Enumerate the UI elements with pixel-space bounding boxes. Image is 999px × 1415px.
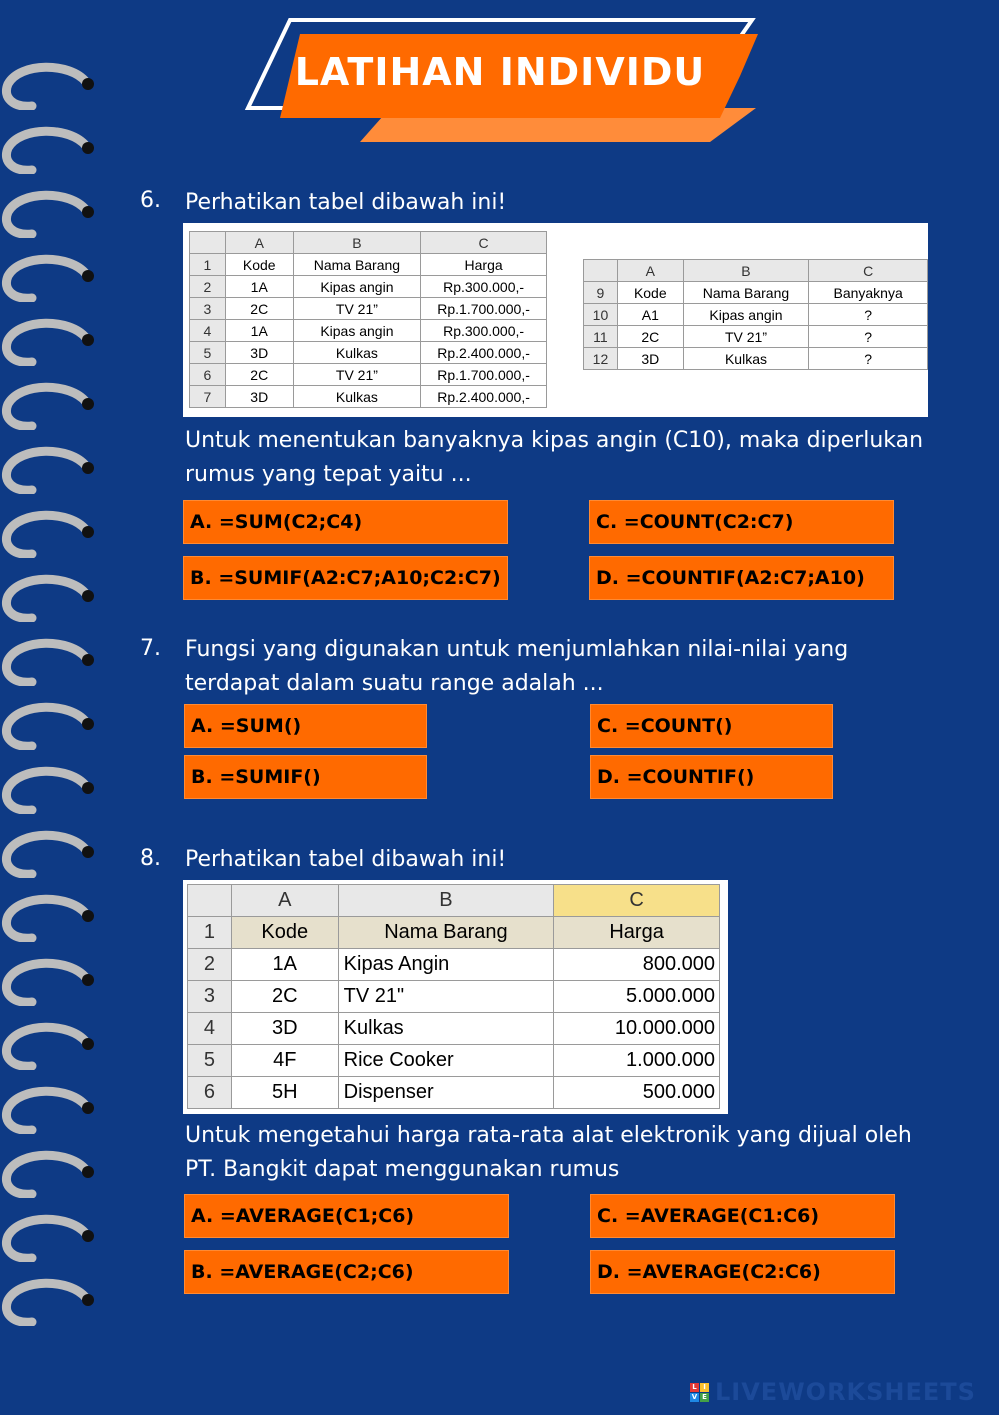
- table-cell: 1A: [225, 276, 293, 298]
- row-header: 3: [190, 298, 226, 320]
- spiral-ring: [0, 1020, 100, 1070]
- spiral-ring: [0, 316, 100, 366]
- table-cell: 500.000: [554, 1077, 720, 1109]
- table-cell: Rp.300.000,-: [421, 320, 547, 342]
- q8-line2: PT. Bangkit dapat menggunakan rumus: [185, 1157, 620, 1182]
- col-header: C: [421, 232, 547, 254]
- table-cell: Kulkas: [683, 348, 809, 370]
- table-row: [190, 364, 547, 386]
- table-cell: 1.000.000: [554, 1045, 720, 1077]
- q7-number: 7.: [140, 636, 161, 661]
- table-row: [188, 1077, 720, 1109]
- row-header: 6: [188, 1077, 232, 1109]
- table-row: [584, 304, 928, 326]
- row-header: 4: [188, 1013, 232, 1045]
- q8-option-b[interactable]: B. =AVERAGE(C2;C6): [184, 1250, 509, 1294]
- q6-option-b[interactable]: B. =SUMIF(A2:C7;A10;C2:C7): [183, 556, 508, 600]
- q6-option-a[interactable]: A. =SUM(C2;C4): [183, 500, 508, 544]
- spiral-ring: [0, 1212, 100, 1262]
- col-header: A: [231, 885, 338, 917]
- col-header: B: [683, 260, 809, 282]
- table-cell: ?: [809, 348, 928, 370]
- row-header: 5: [188, 1045, 232, 1077]
- logo-letter: E: [700, 1393, 709, 1402]
- table-cell: 2C: [225, 298, 293, 320]
- table-cell: Kipas angin: [293, 276, 421, 298]
- logo-icon: [690, 1383, 709, 1402]
- table-cell: Rp.300.000,-: [421, 276, 547, 298]
- table-cell: ?: [809, 304, 928, 326]
- q8-table: [187, 884, 720, 1109]
- table-row: [584, 282, 928, 304]
- table-cell: Kode: [231, 917, 338, 949]
- q6-option-c[interactable]: C. =COUNT(C2:C7): [589, 500, 894, 544]
- spiral-ring: [0, 892, 100, 942]
- spiral-ring: [0, 252, 100, 302]
- table-cell: 4F: [231, 1045, 338, 1077]
- spiral-ring: [0, 636, 100, 686]
- table-cell: Nama Barang: [683, 282, 809, 304]
- row-header: 1: [188, 917, 232, 949]
- q6-question-line2: rumus yang tepat yaitu ...: [185, 462, 472, 487]
- row-header: 10: [584, 304, 618, 326]
- logo-text: LIVEWORKSHEETS: [715, 1378, 976, 1406]
- row-header: 2: [188, 949, 232, 981]
- table-row: [188, 917, 720, 949]
- spiral-ring: [0, 508, 100, 558]
- q6-table2: [583, 259, 928, 370]
- spiral-ring: [0, 764, 100, 814]
- table-cell: 2C: [225, 364, 293, 386]
- col-header: A: [617, 260, 683, 282]
- table-cell: A1: [617, 304, 683, 326]
- table-cell: Rice Cooker: [338, 1045, 554, 1077]
- row-header: 12: [584, 348, 618, 370]
- table-cell: 5H: [231, 1077, 338, 1109]
- q7-option-d[interactable]: D. =COUNTIF(): [590, 755, 833, 799]
- table-cell: Banyaknya: [809, 282, 928, 304]
- row-header: 1: [190, 254, 226, 276]
- col-header: A: [225, 232, 293, 254]
- spiral-binding: [0, 60, 110, 1360]
- spiral-ring: [0, 60, 100, 110]
- table-cell: Kulkas: [338, 1013, 554, 1045]
- q7-option-c[interactable]: C. =COUNT(): [590, 704, 833, 748]
- spiral-ring: [0, 1148, 100, 1198]
- table-cell: TV 21”: [293, 364, 421, 386]
- row-header: 9: [584, 282, 618, 304]
- table-row: [188, 1045, 720, 1077]
- corner-cell: [190, 232, 226, 254]
- spiral-ring: [0, 956, 100, 1006]
- table-cell: Kode: [225, 254, 293, 276]
- row-header: 2: [190, 276, 226, 298]
- table-cell: ?: [809, 326, 928, 348]
- spiral-ring: [0, 380, 100, 430]
- logo-letter: I: [700, 1383, 709, 1392]
- row-header: 3: [188, 981, 232, 1013]
- table-cell: TV 21": [338, 981, 554, 1013]
- table-cell: TV 21”: [293, 298, 421, 320]
- col-header-selected: C: [554, 885, 720, 917]
- table-cell: Nama Barang: [338, 917, 554, 949]
- table-cell: Kode: [617, 282, 683, 304]
- table-cell: 1A: [225, 320, 293, 342]
- q8-option-a[interactable]: A. =AVERAGE(C1;C6): [184, 1194, 509, 1238]
- table-cell: Rp.1.700.000,-: [421, 298, 547, 320]
- table-cell: 1A: [231, 949, 338, 981]
- q6-number: 6.: [140, 188, 161, 213]
- q6-option-d[interactable]: D. =COUNTIF(A2:C7;A10): [589, 556, 894, 600]
- q6-question-line1: Untuk menentukan banyaknya kipas angin (C10), maka diperlukan: [185, 428, 924, 453]
- table-cell: Kipas angin: [683, 304, 809, 326]
- table-row: [188, 949, 720, 981]
- row-header: 6: [190, 364, 226, 386]
- page-title: LATIHAN INDIVIDU: [294, 50, 706, 94]
- table-row: [190, 386, 547, 408]
- q6-prompt: Perhatikan tabel dibawah ini!: [185, 190, 507, 215]
- table-row: [188, 981, 720, 1013]
- spiral-ring: [0, 828, 100, 878]
- q7-line2: terdapat dalam suatu range adalah ...: [185, 671, 604, 696]
- spiral-ring: [0, 188, 100, 238]
- spiral-ring: [0, 1276, 100, 1326]
- col-header: B: [338, 885, 554, 917]
- table-cell: 2C: [231, 981, 338, 1013]
- q7-line1: Fungsi yang digunakan untuk menjumlahkan nilai-nilai yang: [185, 637, 849, 662]
- table-cell: Rp.2.400.000,-: [421, 342, 547, 364]
- col-header: C: [809, 260, 928, 282]
- q6-table-image: [183, 223, 928, 417]
- q7-option-b[interactable]: B. =SUMIF(): [184, 755, 427, 799]
- table-cell: 3D: [225, 342, 293, 364]
- row-header: 4: [190, 320, 226, 342]
- table-cell: Rp.1.700.000,-: [421, 364, 547, 386]
- table-cell: Harga: [421, 254, 547, 276]
- table-cell: Harga: [554, 917, 720, 949]
- q6-table1: [189, 231, 547, 408]
- table-cell: TV 21”: [683, 326, 809, 348]
- spiral-ring: [0, 572, 100, 622]
- table-cell: 3D: [231, 1013, 338, 1045]
- table-cell: Kulkas: [293, 342, 421, 364]
- spiral-ring: [0, 700, 100, 750]
- table-cell: Kulkas: [293, 386, 421, 408]
- table-cell: 10.000.000: [554, 1013, 720, 1045]
- q7-option-a[interactable]: A. =SUM(): [184, 704, 427, 748]
- table-row: [190, 298, 547, 320]
- corner-cell: [188, 885, 232, 917]
- q8-option-c[interactable]: C. =AVERAGE(C1:C6): [590, 1194, 895, 1238]
- table-cell: Kipas angin: [293, 320, 421, 342]
- table-row: [190, 254, 547, 276]
- table-row: [584, 348, 928, 370]
- row-header: 11: [584, 326, 618, 348]
- spiral-ring: [0, 444, 100, 494]
- row-header: 5: [190, 342, 226, 364]
- q8-line1: Untuk mengetahui harga rata-rata alat elektronik yang dijual oleh: [185, 1123, 912, 1148]
- logo-letter: V: [691, 1392, 698, 1401]
- table-cell: Rp.2.400.000,-: [421, 386, 547, 408]
- table-cell: 800.000: [554, 949, 720, 981]
- q8-number: 8.: [140, 846, 161, 871]
- table-cell: Nama Barang: [293, 254, 421, 276]
- spiral-ring: [0, 124, 100, 174]
- logo-letter: L: [690, 1383, 699, 1392]
- table-cell: Kipas Angin: [338, 949, 554, 981]
- q8-option-d[interactable]: D. =AVERAGE(C2:C6): [590, 1250, 895, 1294]
- table-row: [190, 342, 547, 364]
- spiral-ring: [0, 1084, 100, 1134]
- table-cell: 3D: [617, 348, 683, 370]
- row-header: 7: [190, 386, 226, 408]
- liveworksheets-logo: [690, 1378, 976, 1406]
- table-cell: 2C: [617, 326, 683, 348]
- table-cell: 3D: [225, 386, 293, 408]
- corner-cell: [584, 260, 618, 282]
- table-row: [190, 320, 547, 342]
- table-row: [190, 276, 547, 298]
- table-cell: Dispenser: [338, 1077, 554, 1109]
- table-cell: 5.000.000: [554, 981, 720, 1013]
- q8-table-image: [183, 880, 728, 1114]
- table-row: [188, 1013, 720, 1045]
- col-header: B: [293, 232, 421, 254]
- q8-prompt: Perhatikan tabel dibawah ini!: [185, 847, 507, 872]
- table-row: [584, 326, 928, 348]
